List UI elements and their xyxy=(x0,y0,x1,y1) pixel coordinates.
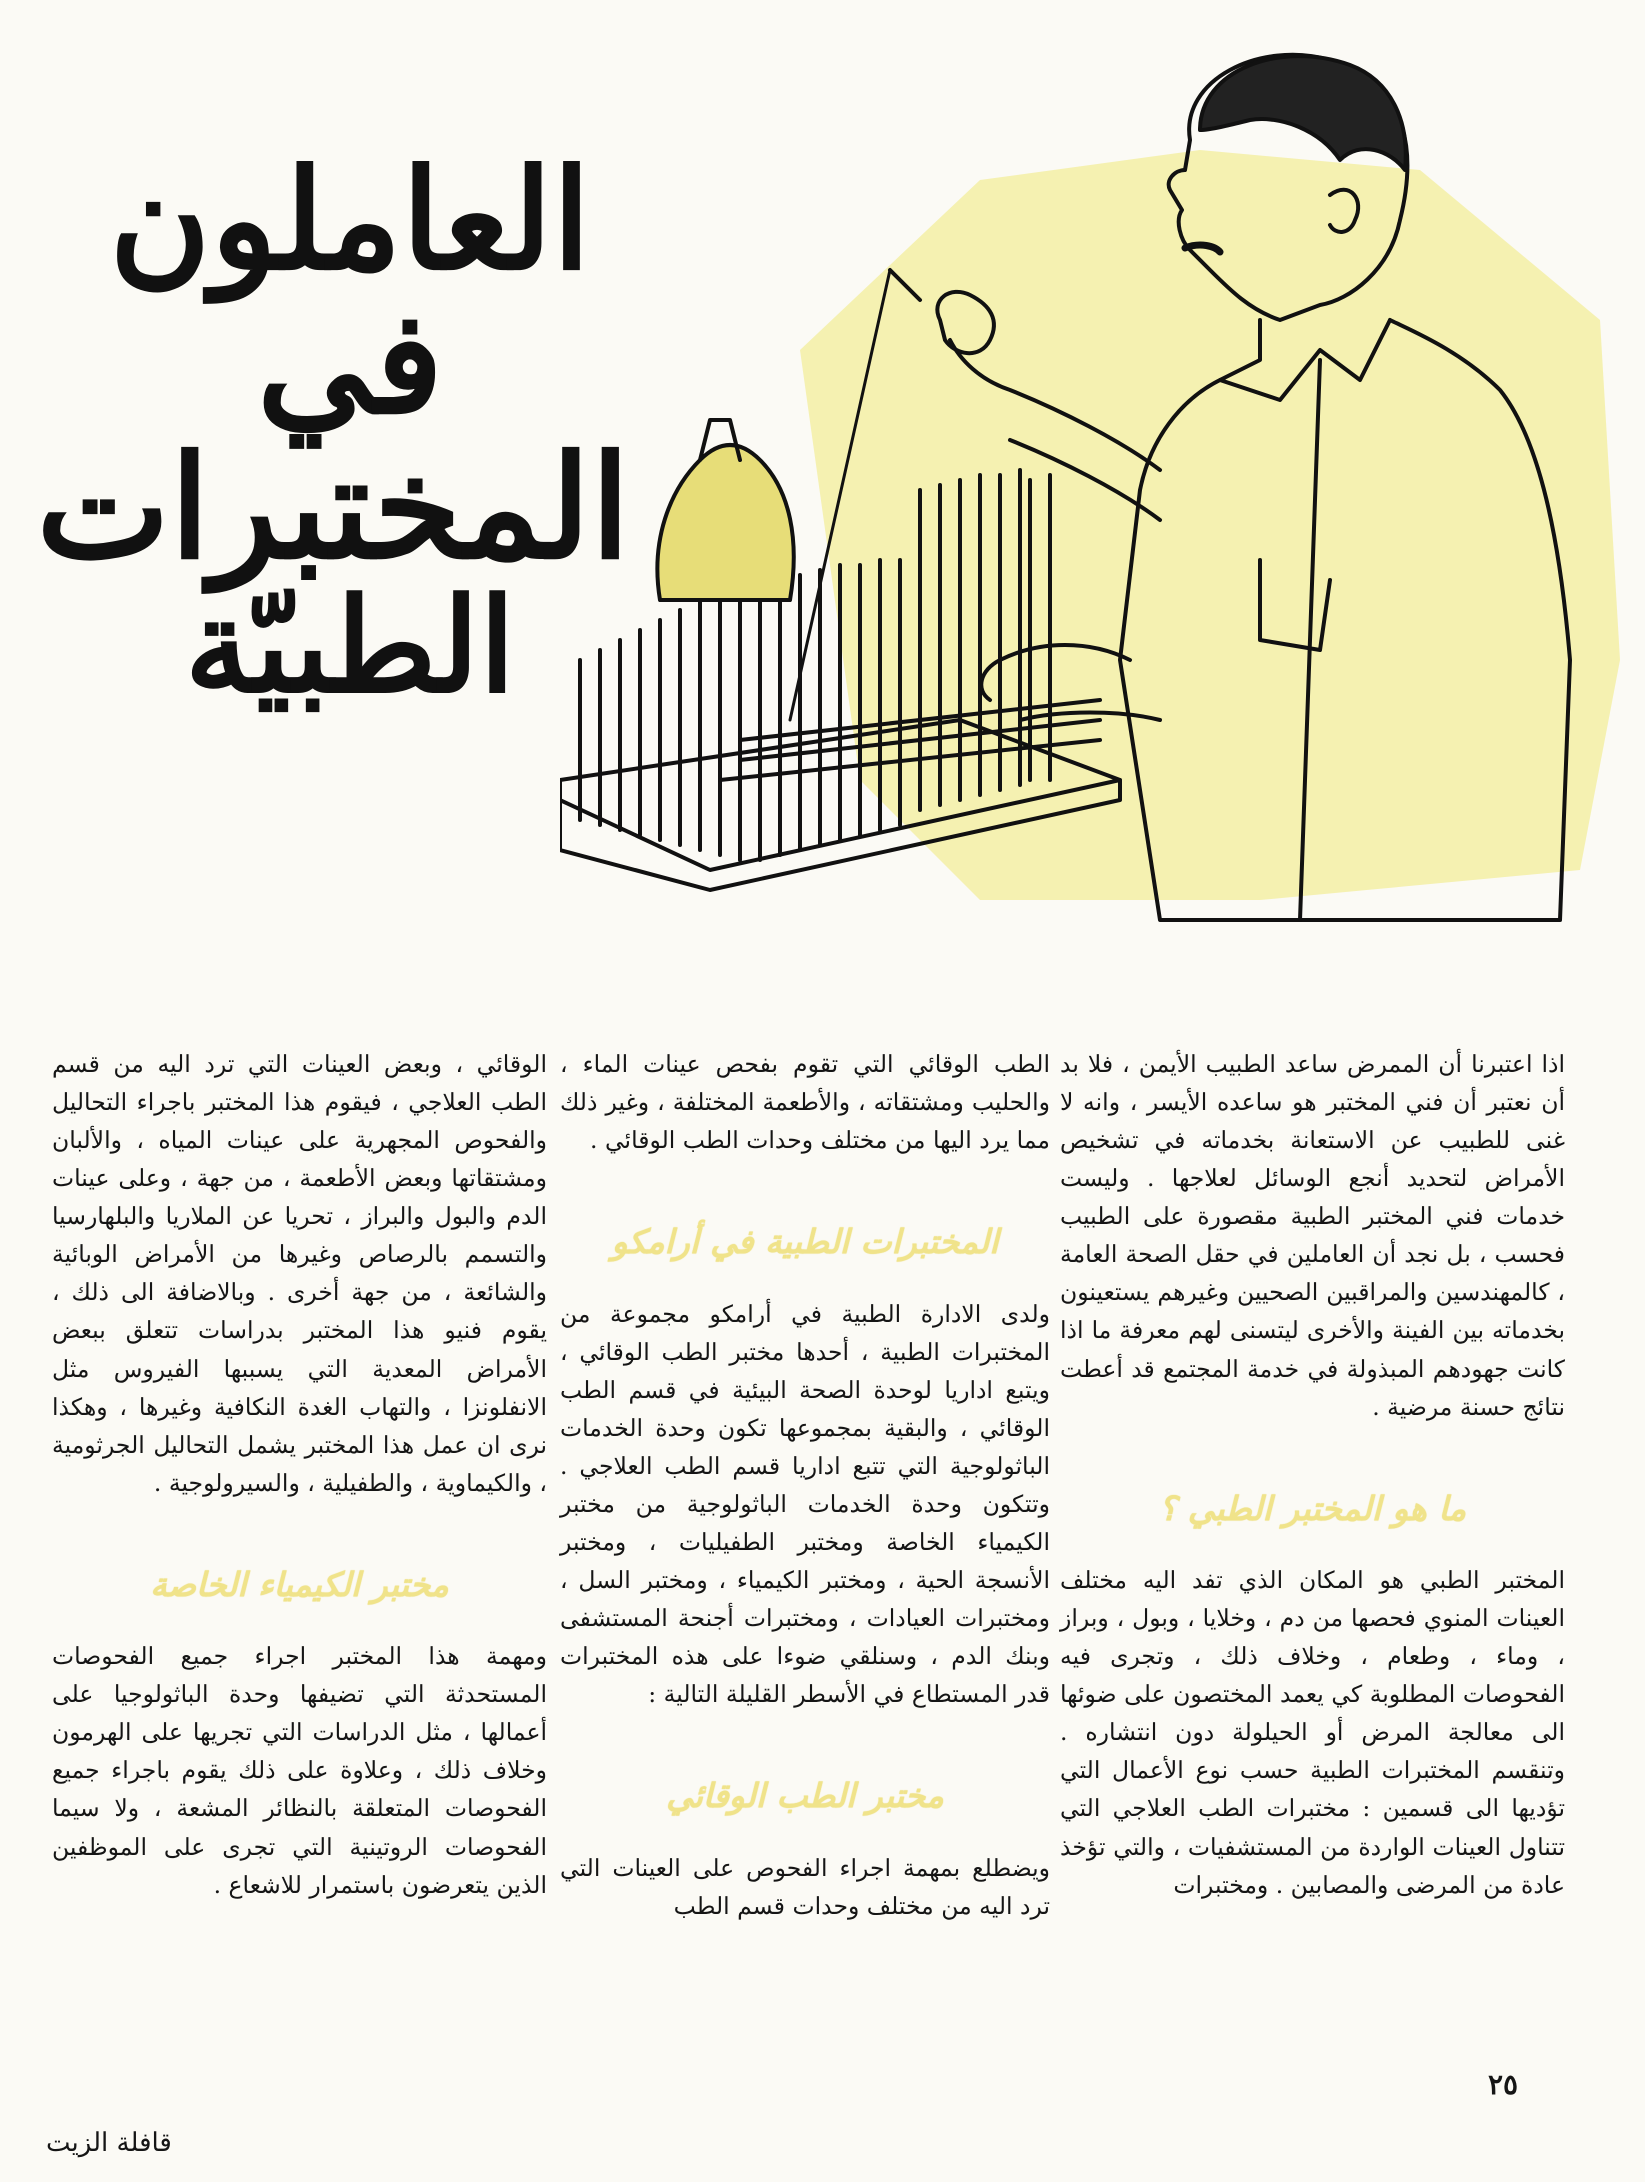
lab-technician-drawing xyxy=(560,20,1640,1030)
article-column-middle xyxy=(560,1045,1050,1925)
domed-flask xyxy=(657,445,793,600)
page-number: ٢٥ xyxy=(1488,2068,1519,2101)
title-line-1: العاملون xyxy=(109,138,591,301)
paragraph: ويضطلع بمهمة اجراء الفحوص على العينات التي ترد اليه من مختلف وحدات قسم الطب xyxy=(560,1853,1050,1920)
title-line-3: الطبيّة xyxy=(184,569,516,723)
yellow-wash xyxy=(800,150,1620,900)
section-heading: مختبر الطب الوقائي xyxy=(666,1776,944,1816)
paragraph: المختبر الطبي هو المكان الذي تفد اليه مختلف العينات المنوي فحصها من دم ، وخلايا ، وبول ، وبراز ، وماء ، وطعام ، وخلاف ذلك ، وتجرى فيه الفحوصات المطلوبة كي يعمد المختصون على ضوئها الى معالجة المرض أو الحيلولة دون انتشاره . وتنقسم المختبرات الطبية حسب نوع الأعمال التي تؤديها الى قسمين : مختبرات الطب العلاجي التي تتناول العينات الواردة من المستشفيات ، والتي تؤخذ عادة من المرضى والمصابين . ومختبرات xyxy=(1060,1566,1565,1899)
paragraph: اذا اعتبرنا أن الممرض ساعد الطبيب الأيمن ، فلا بد أن نعتبر أن فني المختبر هو ساعده الأيسر ، وانه لا غنى للطبيب عن الاستعانة بخدماته في تشخيص الأمراض لتحديد أنجع الوسائل لعلاجها . وليست خدمات فني المختبر الطبية مقصورة على الطبيب فحسب ، بل نجد أن العاملين في حقل الصحة العامة ، كالمهندسين والمراقبين الصحيين وغيرهم يستعينون بخدماته بين الفينة والأخرى ليتسنى لهم معرفة ما اذا كانت جهودهم المبذولة في خدمة المجتمع قد أعطت نتائج حسنة مرضية . xyxy=(1060,1050,1565,1421)
paragraph: الطب الوقائي التي تقوم بفحص عينات الماء ، والحليب ومشتقاته ، والأطعمة المختلفة ، وغير ذلك مما يرد اليها من مختلف وحدات الطب الوقائي . xyxy=(560,1050,1050,1155)
article-column-left xyxy=(52,1045,547,1904)
title-line-2: في المختبرات xyxy=(36,279,630,591)
section-heading: ما هو المختبر الطبي ؟ xyxy=(1158,1488,1467,1528)
page-title xyxy=(36,138,630,723)
article-column-right xyxy=(1060,1045,1565,1904)
paragraph: ومهمة هذا المختبر اجراء جميع الفحوصات المستحدثة التي تضيفها وحدة الباثولوجيا على أعمالها ، مثل الدراسات التي تجريها على الهرمون وخلاف ذلك ، وعلاوة على ذلك يقوم باجراء جميع الفحوصات المتعلقة بالنظائر المشعة ، ولا سيما الفحوصات الروتينية التي تجرى على الموظفين الذين يتعرضون باستمرار للاشعاع . xyxy=(52,1642,547,1899)
section-heading: مختبر الكيمياء الخاصة xyxy=(150,1564,449,1604)
paragraph: ولدى الادارة الطبية في أرامكو مجموعة من المختبرات الطبية ، أحدها مختبر الطب الوقائي ، ويتبع اداريا لوحدة الصحة البيئية في قسم الطب الوقائي ، والبقية بمجموعها تكون وحدة الخدمات الباثولوجية التي تتبع اداريا قسم الطب العلاجي . وتتكون وحدة الخدمات الباثولوجية من مختبر الكيمياء الخاصة ومختبر الطفيليات ، ومختبر الأنسجة الحية ، ومختبر الكيمياء ، ومختبر السل ، ومختبرات العيادات ، ومختبرات أجنحة المستشفى وبنك الدم ، وسنلقي ضوءا على هذه المختبرات قدر المستطاع في الأسطر القليلة التالية : xyxy=(560,1299,1050,1709)
magazine-footer: قافلة الزيت xyxy=(46,2128,172,2158)
paragraph: الوقائي ، وبعض العينات التي ترد اليه من قسم الطب العلاجي ، فيقوم هذا المختبر باجراء التحاليل والفحوص المجهرية على عينات المياه ، والألبان ومشتقاتها وبعض الأطعمة ، من جهة ، وعلى عينات الدم والبول والبراز ، تحريا عن الملاريا والبلهارسيا والتسمم بالرصاص وغيرها من الأمراض الوبائية والشائعة ، من جهة أخرى . وبالاضافة الى ذلك ، يقوم فنيو هذا المختبر بدراسات تتعلق ببعض الأمراض المعدية التي يسببها الفيروس مثل الانفلونزا ، والتهاب الغدة النكافية وغيرها ، وهكذا نرى ان عمل هذا المختبر يشمل التحاليل الجرثومية ، والكيماوية ، والطفيلية ، والسيرولوجية . xyxy=(52,1050,547,1497)
section-heading: المختبرات الطبية في أرامكو xyxy=(611,1222,999,1262)
